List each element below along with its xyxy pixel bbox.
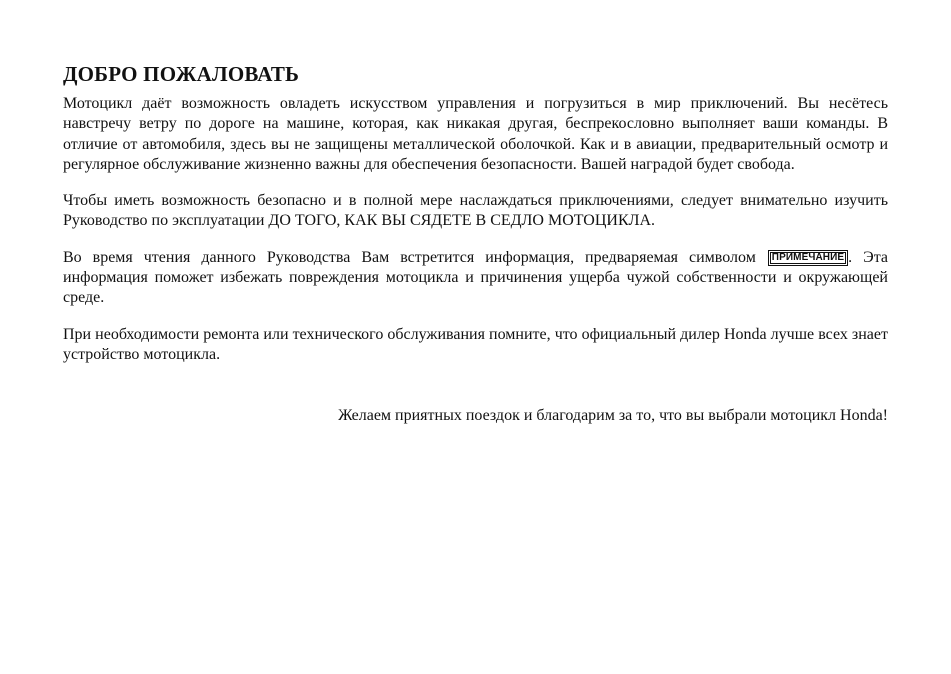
dealer-paragraph: При необходимости ремонта или технического обслуживания помните, что официальный дилер Honda лучше всех знает устройство мотоцикла. [63,325,888,363]
page-title: ДОБРО ПОЖАЛОВАТЬ [63,62,300,86]
note-symbol-badge: ПРИМЕЧАНИЕ [768,250,848,266]
note-paragraph-text-end: . Эта информация поможет избежать повреждения мотоцикла и причинения ущерба чужой собственности и окружающей среде. [63,248,888,307]
note-symbol-paragraph [63,248,888,309]
closing-line: Желаем приятных поездок и благодарим за то, что вы выбрали мотоцикл Honda! [338,407,888,424]
manual-reading-paragraph: Чтобы иметь возможность безопасно и в полной мере наслаждаться приключениями, следует внимательно изучить Руководство по эксплуатации ДО ТОГО, КАК ВЫ СЯДЕТЕ В СЕДЛО МОТОЦИКЛА. [63,192,888,230]
intro-paragraph: Мотоцикл даёт возможность овладеть искусством управления и погрузиться в мир приключений. Вы несётесь навстречу ветру по дороге на машине, которая, как никакая другая, беспрекословно выполняет ваши команды. В отличие от автомобиля, здесь вы не защищены металлической оболочкой. Как и в авиации, предварительный осмотр и регулярное обслуживание жизненно важны для обеспечения безопасности. Вашей наградой будет свобода. [63,95,888,173]
manual-page [63,60,888,424]
note-paragraph-text-start: Во время чтения данного Руководства Вам встретится информация, предваряемая символом [63,248,767,266]
